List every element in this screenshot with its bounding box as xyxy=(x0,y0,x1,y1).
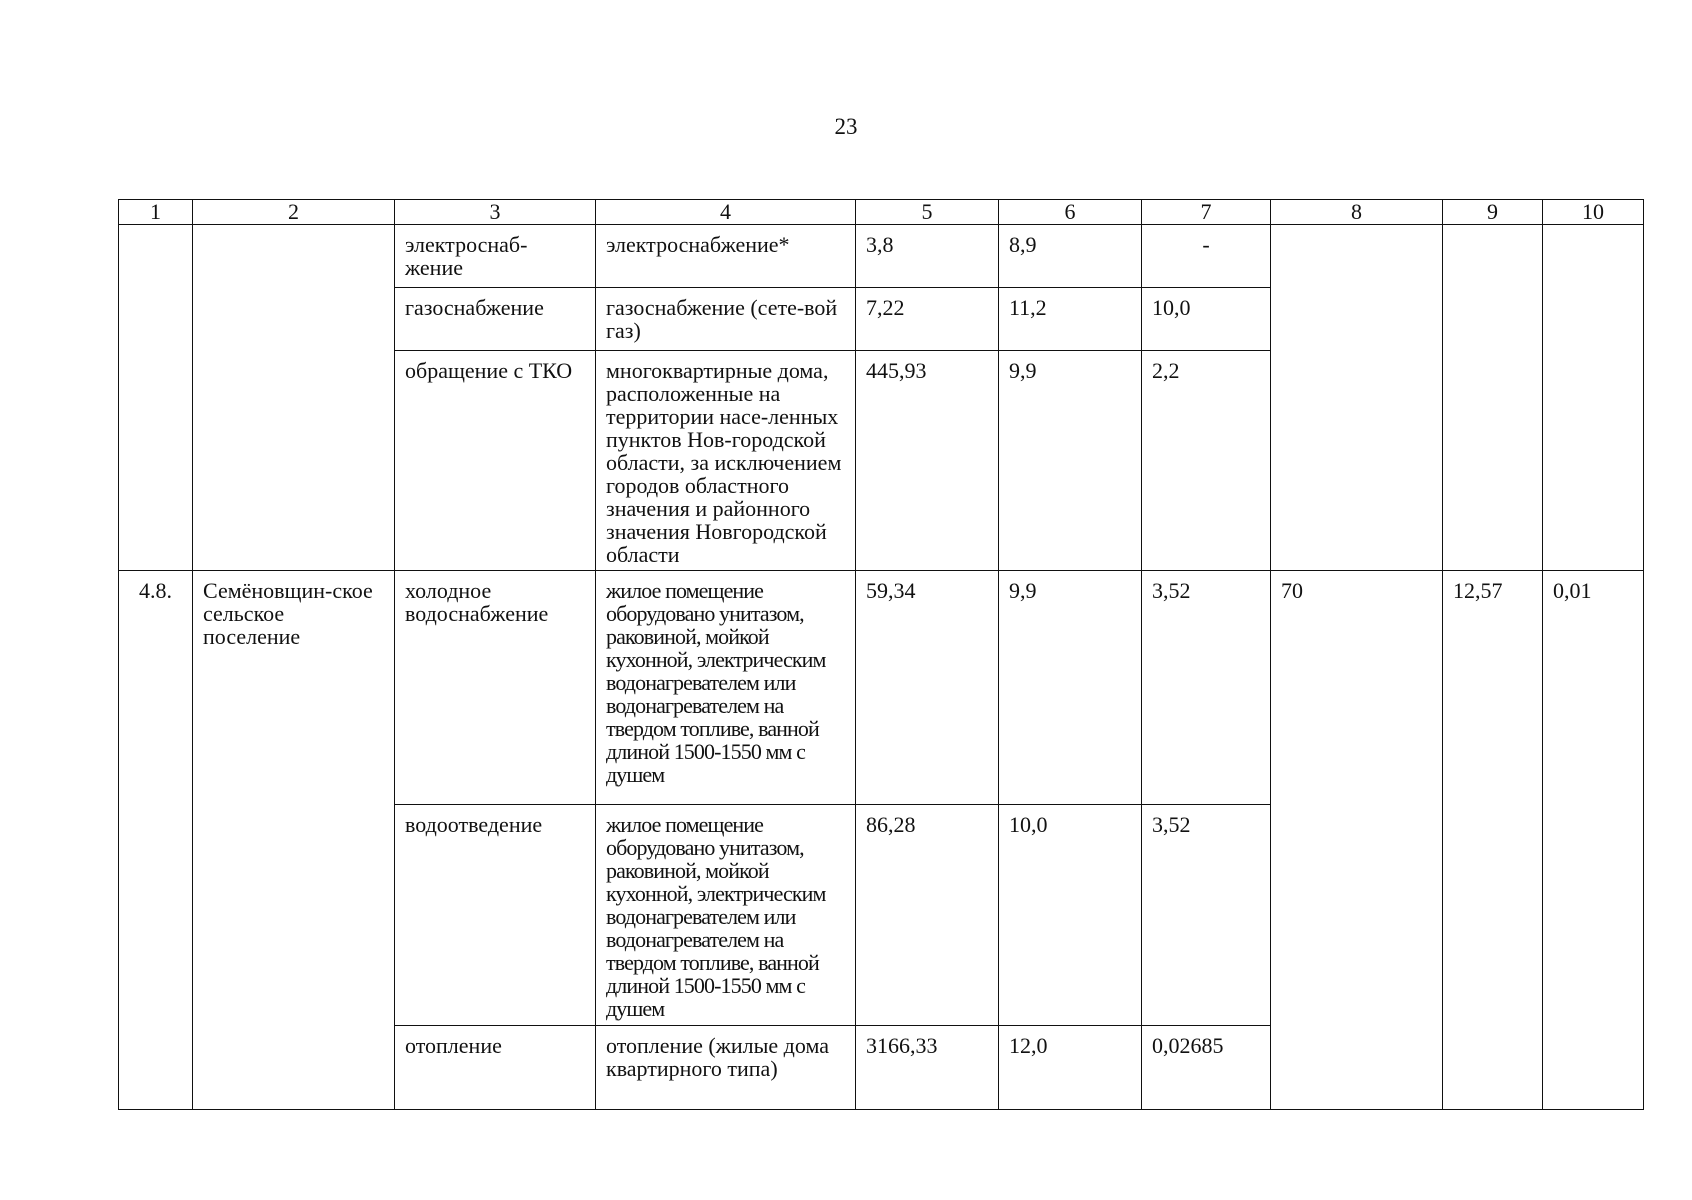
cell-service: холодное водоснабжение xyxy=(395,571,596,805)
cell-col8: 70 xyxy=(1271,571,1443,1110)
cell-col6: 12,0 xyxy=(999,1026,1142,1110)
page-number: 23 xyxy=(834,114,858,139)
cell-col6: 9,9 xyxy=(999,571,1142,805)
cell-col6: 8,9 xyxy=(999,225,1142,288)
cell-col7: 0,02685 xyxy=(1142,1026,1271,1110)
header-col-2: 2 xyxy=(193,200,395,225)
cell-service: газоснабжение xyxy=(395,288,596,351)
cell-description: отопление (жилые дома квартирного типа) xyxy=(596,1026,856,1110)
cell-col7: - xyxy=(1142,225,1271,288)
cell-service: водоотведение xyxy=(395,805,596,1026)
table-row xyxy=(119,571,1644,805)
cell-col7: 2,2 xyxy=(1142,351,1271,571)
cell-settlement: Семёновщин-ское сельское поселение xyxy=(193,571,395,1110)
cell-description xyxy=(596,805,856,1026)
header-col-7: 7 xyxy=(1142,200,1271,225)
header-col-4: 4 xyxy=(596,200,856,225)
cell-col10: 0,01 xyxy=(1543,571,1644,1110)
cell-description: многоквартирные дома, расположенные на территории насе-ленных пунктов Нов-городской области, за исключением городов областного значения и районного значения Новгородской области xyxy=(596,351,856,571)
header-col-9: 9 xyxy=(1443,200,1543,225)
cell-col5: 86,28 xyxy=(856,805,999,1026)
cell-col9-empty xyxy=(1443,225,1543,571)
cell-col5: 3,8 xyxy=(856,225,999,288)
cell-col9: 12,57 xyxy=(1443,571,1543,1110)
cell-col5: 445,93 xyxy=(856,351,999,571)
cell-col5: 3166,33 xyxy=(856,1026,999,1110)
header-col-8: 8 xyxy=(1271,200,1443,225)
header-col-3: 3 xyxy=(395,200,596,225)
cell-col6: 11,2 xyxy=(999,288,1142,351)
table-row xyxy=(119,225,1644,288)
cell-description xyxy=(596,571,856,805)
cell-col6: 9,9 xyxy=(999,351,1142,571)
tariff-table xyxy=(118,199,1644,1110)
header-row xyxy=(119,200,1644,225)
cell-col7: 3,52 xyxy=(1142,805,1271,1026)
cell-number: 4.8. xyxy=(119,571,193,1110)
header-col-5: 5 xyxy=(856,200,999,225)
cell-settlement-empty xyxy=(193,225,395,571)
cell-col7: 10,0 xyxy=(1142,288,1271,351)
description-text: жилое помещение оборудовано унитазом, раковиной, мойкой кухонной, электрическим водонагревателем или водонагревателем на твердом топливе, ванной длиной 1500-1550 мм с душем xyxy=(606,578,826,787)
cell-description: газоснабжение (сете-вой газ) xyxy=(596,288,856,351)
description-text: жилое помещение оборудовано унитазом, раковиной, мойкой кухонной, электрическим водонагревателем или водонагревателем на твердом топливе, ванной длиной 1500-1550 мм с душем xyxy=(606,812,826,1021)
cell-service: обращение с ТКО xyxy=(395,351,596,571)
header-col-1: 1 xyxy=(119,200,193,225)
cell-col5: 59,34 xyxy=(856,571,999,805)
cell-service: отопление xyxy=(395,1026,596,1110)
cell-col10-empty xyxy=(1543,225,1644,571)
cell-col8-empty xyxy=(1271,225,1443,571)
cell-col7: 3,52 xyxy=(1142,571,1271,805)
header-col-10: 10 xyxy=(1543,200,1644,225)
cell-col6: 10,0 xyxy=(999,805,1142,1026)
cell-number-empty xyxy=(119,225,193,571)
cell-service: электроснаб-жение xyxy=(395,225,596,288)
cell-col5: 7,22 xyxy=(856,288,999,351)
header-col-6: 6 xyxy=(999,200,1142,225)
cell-description: электроснабжение* xyxy=(596,225,856,288)
